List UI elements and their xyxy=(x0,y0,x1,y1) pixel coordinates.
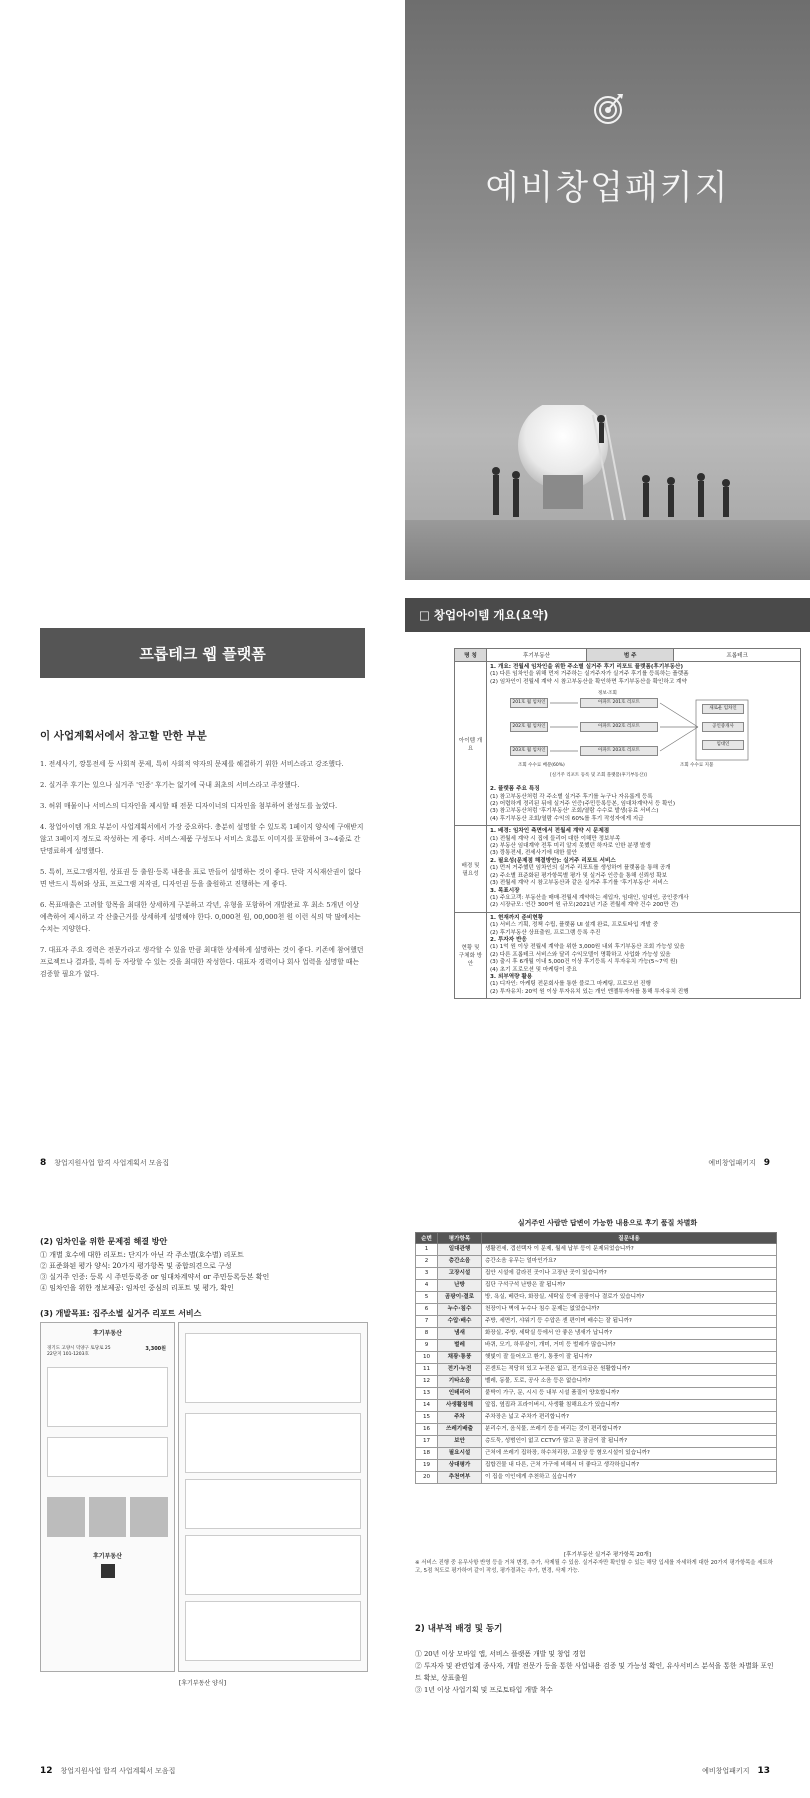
question: 이 집을 이인에게 추천하고 싶습니까? xyxy=(482,1472,777,1484)
list-item: ② 투자자 및 관련업계 종사자, 개발 전문가 등을 통한 사업내용 검증 및 가능성 확인, 유사서비스 분석을 통한 차별화 포인트 확보, 상표출원 xyxy=(415,1662,774,1682)
row-number: 7 xyxy=(416,1316,438,1328)
criterion: 주차 xyxy=(438,1412,482,1424)
line: (3) 전월세 계약 시 참고부동산과 같은 실거주 후기를 '후기부동산' 서비스 xyxy=(490,880,669,887)
party-box: 새로운 임차인 xyxy=(702,704,744,713)
row-number: 1 xyxy=(416,1244,438,1256)
mock-logo: 후기부동산 xyxy=(93,1553,122,1560)
question: 앞집, 옆집과 프라이버시, 사생활 침해요소가 있습니까? xyxy=(482,1400,777,1412)
page-number: 8 xyxy=(40,1158,47,1168)
mock-photos xyxy=(47,1497,168,1537)
criterion: 곰팡이·결로 xyxy=(438,1292,482,1304)
name-value: 후기부동산 xyxy=(487,649,587,662)
list-item: ① 20년 이상 모바일 앱, 서비스 플랫폼 개발 및 창업 경험 xyxy=(415,1650,586,1658)
list-item: ② 표준화된 평가 양식: 20가지 평가항목 및 종합의견으로 구성 xyxy=(40,1262,232,1270)
table-row xyxy=(416,1412,777,1424)
table-row xyxy=(416,1472,777,1484)
mock-section xyxy=(47,1367,168,1427)
page13-footer xyxy=(702,1766,770,1776)
cover-page xyxy=(405,0,810,580)
line: 2. 투자자 반응 xyxy=(490,936,527,943)
question: 근처에 쓰레기 집하장, 하수처리장, 고물상 등 혐오시설이 있습니까? xyxy=(482,1448,777,1460)
list-item: 4. 창업아이템 개요 부분이 사업계획서에서 가장 중요하다. 충분히 설명할 수 있도록 1페이지 양식에 구애받지 않고 3페이지 정도로 작성하는 게 좋다. 서비스·제품 구성도나 서비스 흐름도 이미지를 포함하여 3~4줄로 간단명료하게 설명했다. xyxy=(40,823,364,855)
line: (1) 서비스 기획, 정책 수립, 플랫폼 UI 설계 완료, 프로토타입 개발 중 xyxy=(490,922,659,929)
criterion: 사생활침해 xyxy=(438,1400,482,1412)
page8-footer xyxy=(40,1158,169,1168)
page-8 xyxy=(0,598,405,1190)
row-label: 배경 및 필요성 xyxy=(455,826,487,912)
mock-section xyxy=(185,1601,361,1661)
table-row xyxy=(416,1292,777,1304)
list-item: 5. 특히, 프로그램지원, 상표권 등 출원·등록 내용을 표로 만들어 설명하는 것이 좋다. 단락 지식재산권이 없다면 반드시 특허와 상표, 프로그램 저작권, 디자인권 등을 출원하고 진행하는 게 좋다. xyxy=(40,868,362,888)
question: 천장이나 벽에 누수나 침수 문제는 없었습니까? xyxy=(482,1304,777,1316)
page9-footer xyxy=(708,1158,770,1168)
page-13 xyxy=(405,1210,810,1798)
table-source: [후기부동산 실거주 평가항목 20개] xyxy=(563,1552,652,1558)
table-row xyxy=(416,1364,777,1376)
mock-address: 경기도 고양시 덕양구 토당로 25 xyxy=(47,1346,111,1351)
footer-text: 예비창업패키지 xyxy=(702,1767,750,1775)
row-number: 5 xyxy=(416,1292,438,1304)
line: (2) 주소별 표준화된 평가항목별 평가 및 실거주 인증을 통해 신뢰성 확보 xyxy=(490,872,668,879)
name-label: 명 칭 xyxy=(455,649,487,662)
row-number: 11 xyxy=(416,1364,438,1376)
line: (3) 출시 후 6개월 이내 5,000건 이상 후기등록 시 투자유치 가능(5~7억 원) xyxy=(490,959,678,966)
question: 화장실, 주방, 세탁실 등에서 안 좋은 냄새가 납니까? xyxy=(482,1328,777,1340)
criterion: 누수·침수 xyxy=(438,1304,482,1316)
report-box: 아파트 201호 리포트 xyxy=(580,698,658,707)
line: (1) 1억 원 이상 전월세 계약을 위한 3,000원 내외 후기부동산 조회 가능성 있음 xyxy=(490,944,685,951)
page12-heading2: (3) 개발목표: 집주소별 실거주 리포트 서비스 xyxy=(40,1309,202,1318)
footer-text: 예비창업패키지 xyxy=(708,1159,756,1167)
row-number: 6 xyxy=(416,1304,438,1316)
question: 집합건물 내 다른, 근처 가구에 비해서 더 좋다고 생각하십니까? xyxy=(482,1460,777,1472)
criterion: 채광·통풍 xyxy=(438,1352,482,1364)
table-row xyxy=(416,1352,777,1364)
table-row xyxy=(416,1424,777,1436)
page8-list xyxy=(40,758,365,989)
line: 3. 목표시장 xyxy=(490,887,520,894)
summary-table xyxy=(454,648,801,999)
page13-list xyxy=(415,1648,777,1696)
mock-section xyxy=(185,1333,361,1403)
table-row xyxy=(416,1400,777,1412)
criterion: 층간소음 xyxy=(438,1256,482,1268)
row-number: 17 xyxy=(416,1436,438,1448)
column-header: 평가항목 xyxy=(438,1233,482,1244)
row-number: 9 xyxy=(416,1340,438,1352)
line: 2. 필요성(문제점 해결방안): 실거주 리포트 서비스 xyxy=(490,857,616,864)
question: 층간소음 유무는 얼마인가요? xyxy=(482,1256,777,1268)
line: 2. 플랫폼 주요 특징 xyxy=(490,786,540,793)
criterion: 추천여부 xyxy=(438,1472,482,1484)
page9-banner: □ 창업아이템 개요(요약) xyxy=(405,598,810,632)
question: 바퀴, 모기, 하루살이, 개미, 거미 등 벌레가 많습니까? xyxy=(482,1340,777,1352)
line: (1) 디자인: 아케팅 전문회사를 통한 블로그 마케팅, 프로모션 진행 xyxy=(490,981,651,988)
table-row xyxy=(416,1316,777,1328)
question: 붙박이 가구, 문, 시시 등 내부 시설 품질이 양호합니까? xyxy=(482,1388,777,1400)
list-item: ④ 임차인을 위한 정보제공: 임차인 중심의 리포트 및 평가, 확인 xyxy=(40,1284,234,1292)
criterion: 벌레 xyxy=(438,1340,482,1352)
question: 주차장은 넓고 주차가 편리합니까? xyxy=(482,1412,777,1424)
mock-caption: [후기부동산 양식] xyxy=(178,1680,227,1687)
page12-footer xyxy=(40,1766,175,1776)
row-number: 10 xyxy=(416,1352,438,1364)
question: 벨레, 동물, 도로, 공사 소음 등은 없습니까? xyxy=(482,1376,777,1388)
report-box: 아파트 202호 리포트 xyxy=(580,722,658,731)
room-box: 203호 월 임차인 xyxy=(510,746,548,755)
question: 햇빛이 잘 들어오고 환기, 통풍이 잘 됩니까? xyxy=(482,1352,777,1364)
page-9 xyxy=(405,598,810,1190)
page-number: 13 xyxy=(757,1766,770,1776)
table-row xyxy=(416,1304,777,1316)
row-body xyxy=(487,912,801,998)
flow-caption-left: 조회 수수료 배분(60%) xyxy=(518,763,565,769)
question: 방, 욕실, 베란다, 화장실, 세탁실 등에 곰팡이나 결로가 있습니까? xyxy=(482,1292,777,1304)
page-12 xyxy=(0,1210,405,1798)
evaluation-table xyxy=(415,1232,777,1484)
table-row xyxy=(416,1340,777,1352)
list-item: 7. 대표자 주요 경력은 전문가라고 생각할 수 있을 만큼 최대한 상세하게 설명하는 것이 좋다. 키존에 참여했던 프로젝트나 결과를, 특히 등 자랑할 수 있는 것을 최대한 작성한다. 대표자 경력이나 회사 업력을 설명할 때는 검증할 필요가 없다. xyxy=(40,946,364,978)
row-number: 20 xyxy=(416,1472,438,1484)
page-number: 12 xyxy=(40,1766,53,1776)
line: 1. 배경: 임차인 측면에서 전월세 계약 시 문제점 xyxy=(490,828,610,835)
row-body xyxy=(487,662,801,826)
flow-arrows xyxy=(490,690,760,770)
party-box: 임대인 xyxy=(702,740,744,749)
page8-banner: 프롭테크 웹 플랫폼 xyxy=(40,628,365,678)
table-row xyxy=(416,1280,777,1292)
table-row xyxy=(416,1388,777,1400)
line: (4) 후기부동산 조회/열람 수익의 60%를 후기 작성자에게 지급 xyxy=(490,815,644,822)
criterion: 상대평가 xyxy=(438,1460,482,1472)
line: (2) 후기부동산 상표출원, 프로그램 등록 추진 xyxy=(490,929,601,936)
question: 집안 시설에 갈라진 곳이나 고장난 곳이 있습니까? xyxy=(482,1268,777,1280)
list-item: ③ 실거주 인증: 등록 시 주민등록증 or 임대차계약서 or 주민등록등본 확인 xyxy=(40,1273,270,1281)
room-box: 202호 월 임차인 xyxy=(510,722,548,731)
question: 생활전세, 갭선택자 이 문제, 월세 납부 등이 문제되었습니까? xyxy=(482,1244,777,1256)
row-label: 아이템 개요 xyxy=(455,662,487,826)
mock-section xyxy=(47,1437,168,1477)
report-box: 아파트 203호 리포트 xyxy=(580,746,658,755)
photo-placeholder xyxy=(130,1497,168,1537)
criterion: 난방 xyxy=(438,1280,482,1292)
criterion: 전기·누전 xyxy=(438,1364,482,1376)
list-item: 3. 허위 매물이나 서비스의 디자인을 제시할 때 전문 디자이너의 디자인을 첨부하여 완성도를 높였다. xyxy=(40,802,338,810)
table-row xyxy=(416,1448,777,1460)
table-row xyxy=(416,1244,777,1256)
flow-caption-right: 조회 수수료 지불 xyxy=(680,763,714,769)
criterion: 일대관행 xyxy=(438,1244,482,1256)
mock-evaluation-form xyxy=(178,1322,368,1672)
criterion: 인테리어 xyxy=(438,1388,482,1400)
criterion: 고장시설 xyxy=(438,1268,482,1280)
criterion: 기타소음 xyxy=(438,1376,482,1388)
line: (1) 전월세 계약 시 집에 들리어 대한 이해만 정보부족 xyxy=(490,835,621,842)
criterion: 수압·배수 xyxy=(438,1316,482,1328)
question: 주방, 세면기, 샤워기 등 수압은 센 편이며 배수는 잘 됩니까? xyxy=(482,1316,777,1328)
footer-text: 창업지원사업 합격 사업계획서 모음집 xyxy=(54,1159,170,1167)
question: 분리수거, 음식물, 쓰레기 등을 버리는 것이 편리합니까? xyxy=(482,1424,777,1436)
line: 1. 현재까지 준비현황 xyxy=(490,914,544,921)
mock-section xyxy=(185,1479,361,1529)
question: 콘센트는 적당히 있고 누전은 없고, 전기요금은 원활합니까? xyxy=(482,1364,777,1376)
list-item: ① 개별 호수에 대한 리포트: 단지가 아닌 각 주소별(호수별) 리포트 xyxy=(40,1251,244,1259)
list-item: ③ 1년 이상 사업기획 및 프로토타입 개발 착수 xyxy=(415,1686,553,1694)
line: (3) 참고부동산처럼 '후기부동산' 조회/열람 수수료 발생(유료 서비스) xyxy=(490,808,659,815)
page8-heading: 이 사업계획서에서 참고할 만한 부분 xyxy=(40,730,207,742)
room-box: 201호 월 임차인 xyxy=(510,698,548,707)
party-box: 공인중개사 xyxy=(702,722,744,731)
line: (1) 다른 임차인을 위해 먼저 거주하는 실거주자가 실거주 후기를 등록하는 플랫폼 xyxy=(490,671,689,678)
row-body xyxy=(487,826,801,912)
mock-section xyxy=(185,1413,361,1473)
page-number: 9 xyxy=(763,1158,770,1168)
list-item: 6. 목표매출은 고려할 항목을 최대한 상세하게 구분하고 각년, 유형을 포함하여 개발완료 후 최소 5개년 이상 예측하여 제시하고 각 산출근거를 상세하게 설명해야 한다. 0,000천 원, 00,000천 원 이런 식의 막 많에서는 수치는 지양한다. xyxy=(40,901,361,933)
blank-page xyxy=(0,0,405,580)
qr-code-icon xyxy=(101,1564,115,1578)
category-label: 범 주 xyxy=(587,649,674,662)
row-label: 현황 및 구체화 방안 xyxy=(455,912,487,998)
row-number: 2 xyxy=(416,1256,438,1268)
row-number: 14 xyxy=(416,1400,438,1412)
row-number: 3 xyxy=(416,1268,438,1280)
question: 집단 구석구석 난방은 잘 됩니까? xyxy=(482,1280,777,1292)
lightbulb-illustration xyxy=(483,405,743,535)
page13-heading: 2) 내부적 배경 및 동기 xyxy=(415,1624,503,1634)
criterion: 보안 xyxy=(438,1436,482,1448)
table-row xyxy=(416,1436,777,1448)
page12-list xyxy=(40,1250,269,1294)
service-flow-diagram xyxy=(490,690,797,782)
column-header: 질문내용 xyxy=(482,1233,777,1244)
criterion: 냄새 xyxy=(438,1328,482,1340)
row-number: 4 xyxy=(416,1280,438,1292)
table-row xyxy=(416,1460,777,1472)
mock-report-form xyxy=(40,1322,175,1672)
mock-price: 3,300원 xyxy=(145,1346,166,1352)
flow-step-label: 정보·조회 xyxy=(598,691,617,697)
table-row xyxy=(416,1328,777,1340)
line: (4) 초기 프로모션 및 마케팅이 중요 xyxy=(490,966,578,973)
line: (1) 먼저 거주했던 임차인의 실거주 리포트를 생성하여 플랫폼을 통해 공개 xyxy=(490,865,671,872)
photo-placeholder xyxy=(89,1497,127,1537)
line: (2) 투자유치: 20억 원 이상 투자유치 있는 개인 엔젤투자자를 통해 투자유치 진행 xyxy=(490,988,689,995)
line: 3. 외부역량 활용 xyxy=(490,973,533,980)
target-icon xyxy=(590,90,626,126)
criterion: 필요시설 xyxy=(438,1448,482,1460)
line: 1. 개요: 전월세 임차인을 위한 주소별 실거주 후기 리포트 플랫폼(후기부동산) xyxy=(490,664,684,670)
mock-section xyxy=(185,1535,361,1595)
row-number: 19 xyxy=(416,1460,438,1472)
footer-text: 창업지원사업 합격 사업계획서 모음집 xyxy=(60,1767,176,1775)
table-row xyxy=(416,1268,777,1280)
cover-title: 예비창업패키지 xyxy=(485,168,730,208)
criterion: 쓰레기배출 xyxy=(438,1424,482,1436)
list-item: 2. 실거주 후기는 있으나 실거주 '인증' 후기는 없기에 국내 최초의 서비스라고 주장했다. xyxy=(40,781,300,789)
row-number: 15 xyxy=(416,1412,438,1424)
row-number: 18 xyxy=(416,1448,438,1460)
line: (1) 참고부동산처럼 각 주소별 실거주 후기를 누구나 자유롭게 등록 xyxy=(490,793,653,800)
row-number: 12 xyxy=(416,1376,438,1388)
page12-heading: (2) 임차인을 위한 문제점 해결 방안 xyxy=(40,1237,168,1246)
list-item: 1. 전세사기, 깡통전세 등 사회적 문제, 특히 사회적 약자의 문제를 해결하기 위한 서비스라고 강조했다. xyxy=(40,760,344,768)
column-header: 순번 xyxy=(416,1233,438,1244)
line: (1) 주요고객: 부동산을 매매·전월세 계약하는 세입자, 임대인, 임대인, 공인중개사 xyxy=(490,894,689,901)
flow-caption: [실거주 리포트 등록 및 조회 플랫폼(후기부동산)] xyxy=(550,773,647,779)
row-number: 8 xyxy=(416,1328,438,1340)
question: 층도둑, 성범인이 없고 CCTV가 많고 문 잠금이 잘 됩니까? xyxy=(482,1436,777,1448)
checks-table-title: 실거주인 사람만 답변이 가능한 내용으로 후기 품질 차별화 xyxy=(517,1219,698,1227)
line: (2) 다른 프롭테크 서비스와 달리 수익모델이 명확하고 사업화 가능성 있음 xyxy=(490,951,671,958)
line: (3) 깡통전세, 전세사기에 대한 불안 xyxy=(490,850,578,857)
mock-address2: 22단지 101-1203호 xyxy=(47,1352,89,1357)
mock-title: 후기부동산 xyxy=(93,1330,122,1337)
line: (2) 어렵하게 정리된 뒤에 실거주 인증(주민등록등본, 임대차계약서 등 확인) xyxy=(490,801,675,808)
line: (2) 시장규모: 연간 300여 원 규모(2021년 기준 전월세 계약 건수 200만 건) xyxy=(490,902,679,909)
table-note: ※ 서비스 진행 중 유무사항 반영 등을 거쳐 변경, 추가, 삭제될 수 있음. 실거주자만 확인할 수 있는 해당 입세를 자세하게 대한 20가지 평가항목을 세트하고, 5점 척도로 평가하여 같이 작성, 평가결과는 추가, 변경, 삭제 가능. xyxy=(415,1560,773,1574)
photo-placeholder xyxy=(47,1497,85,1537)
table-row xyxy=(416,1376,777,1388)
table-row xyxy=(416,1256,777,1268)
row-number: 13 xyxy=(416,1388,438,1400)
line: (2) 임차인이 전월세 계약 시 참고부동산을 확인하면 후기부동산을 확인하고 계약 xyxy=(490,678,687,685)
row-number: 16 xyxy=(416,1424,438,1436)
line: (2) 부동산 임대계약 전후 미리 알지 못했던 하자로 인한 분쟁 발생 xyxy=(490,843,651,850)
category-value: 프롭테크 xyxy=(674,649,801,662)
